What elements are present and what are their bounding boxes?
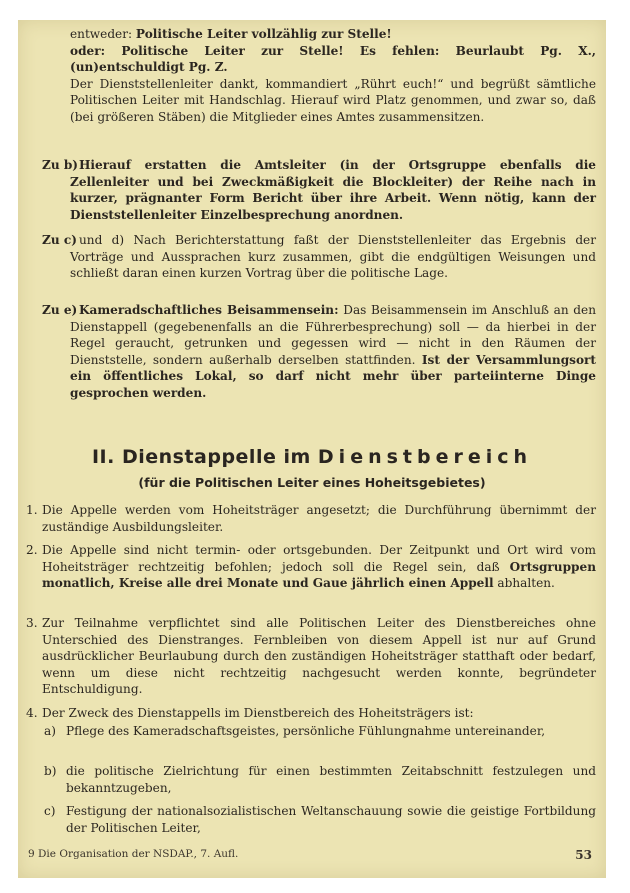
intro-line-2-lead: oder:	[70, 43, 122, 58]
item-cd-text: und d) Nach Berichterstattung faßt der Dienststellenleiter das Ergebnis der Vorträge und Aussprachen kurz zusammen, gibt die endgültigen Weisungen und schließt daran einen kurzen Vortrag über die politische Lage.	[70, 233, 596, 281]
intro-line-2	[70, 43, 596, 76]
subpoint-c	[66, 803, 596, 836]
item-e-bold-tail: Ist der Versammlungsort ein öffentliches Lokal, so darf nicht mehr über parteiinterne Dinge gesprochen werden.	[70, 352, 596, 400]
book-page	[18, 20, 606, 878]
point-3-text: Zur Teilnahme verpflichtet sind alle Politischen Leiter des Dienstbereiches ohne Unterschied des Dienstranges. Fernbleiben von diesem Appell ist nur auf Grund ausdrücklicher Beurlaubung durch den zuständigen Hoheitsträger statthaft oder bedarf, wenn um diese nicht rechtzeitig nachgesucht werden konnte, begründeter Entschuldigung.	[42, 616, 596, 697]
subpoint-b-label: b)	[44, 764, 57, 778]
subpoint-c-text: Festigung der nationalsozialistischen Weltanschauung sowie die geistige Fortbildung der Politischen Leiter,	[66, 804, 596, 835]
intro-line-1-bold: Politische Leiter vollzählig zur Stelle!	[135, 27, 392, 41]
section-title-part-2: Dienstbereich	[317, 446, 533, 468]
section-title-part-1: Dienstappelle im	[121, 446, 311, 468]
section-heading	[18, 446, 606, 468]
subpoint-c-label: c)	[44, 804, 56, 818]
item-e-label: Zu e)	[42, 303, 78, 317]
point-2-number: 2.	[26, 543, 38, 557]
point-1	[42, 502, 596, 535]
intro-line-1-lead: entweder:	[70, 27, 136, 41]
subpoint-b	[66, 763, 596, 796]
point-4	[42, 705, 596, 722]
item-b	[70, 157, 596, 223]
intro-paragraph: Der Dienststellenleiter dankt, kommandiert „Rührt euch!“ und begrüßt sämtliche Politischen Leiter mit Handschlag. Hierauf wird Platz genommen, und zwar so, daß (bei größeren Stäben) die Mitglieder eines Amtes zusammensitzen.	[70, 76, 596, 124]
section-numeral: II.	[91, 446, 115, 468]
point-2-tail: abhalten.	[493, 576, 555, 591]
item-e	[70, 302, 596, 402]
point-2	[42, 542, 596, 592]
subpoint-a	[66, 723, 596, 740]
page-number: 53	[575, 848, 592, 862]
footer-signature: 9 Die Organisation der NSDAP., 7. Aufl.	[28, 848, 239, 860]
subpoint-a-text: Pflege des Kameradschaftsgeistes, persönliche Fühlungnahme untereinander,	[66, 724, 546, 738]
point-4-number: 4.	[26, 706, 38, 720]
item-e-bold-lead: Kameradschaftliches Beisammensein:	[79, 303, 339, 317]
intro-line-2-rest: Politische Leiter zur Stelle! Es fehlen: Beurlaubt Pg. X., (un)entschuldigt Pg. Z.	[70, 43, 597, 75]
intro-line-1	[70, 26, 596, 43]
intro-block	[70, 26, 596, 126]
point-2-text	[42, 542, 596, 592]
item-cd	[70, 232, 596, 282]
point-2-bold: Ortsgruppen monatlich, Kreise alle drei Monate und Gaue jährlich einen Appell	[42, 559, 596, 591]
item-b-label: Zu b)	[42, 158, 79, 172]
item-cd-label: Zu c)	[42, 233, 77, 247]
subpoint-a-label: a)	[44, 724, 56, 738]
point-3	[42, 615, 596, 698]
subpoint-b-text: die politische Zielrichtung für einen bestimmten Zeitabschnitt festzulegen und bekanntzugeben,	[66, 764, 596, 795]
point-2-lead: Die Appelle sind nicht termin- oder ortsgebunden. Der Zeitpunkt und Ort wird vom Hoheitsträger rechtzeitig befohlen; jedoch soll die Regel sein, daß	[42, 543, 596, 574]
point-1-number: 1.	[26, 503, 38, 517]
point-4-text: Der Zweck des Dienstappells im Dienstbereich des Hoheitsträgers ist:	[42, 706, 474, 720]
item-e-body: Das Beisammensein im Anschluß an den Dienstappell (gegebenenfalls an die Führerbesprechung) soll — da hierbei in der Regel geraucht, getrunken und gegessen wird — nicht in den Räumen der Dienststelle, sondern außerhalb derselben stattfinden.	[70, 303, 596, 367]
section-subtitle: (für die Politischen Leiter eines Hoheitsgebietes)	[138, 475, 486, 490]
item-e-text	[70, 302, 596, 402]
point-3-number: 3.	[26, 616, 38, 630]
item-b-text: Hierauf erstatten die Amtsleiter (in der Ortsgruppe ebenfalls die Zellenleiter und bei Zweckmäßigkeit die Blockleiter) der Reihe nach in kurzer, prägnanter Form Bericht über ihre Arbeit. Wenn nötig, kann der Dienststellenleiter Einzelbesprechung anordnen.	[70, 158, 596, 222]
point-1-text: Die Appelle werden vom Hoheitsträger angesetzt; die Durchführung übernimmt der zuständige Ausbildungsleiter.	[42, 503, 596, 534]
